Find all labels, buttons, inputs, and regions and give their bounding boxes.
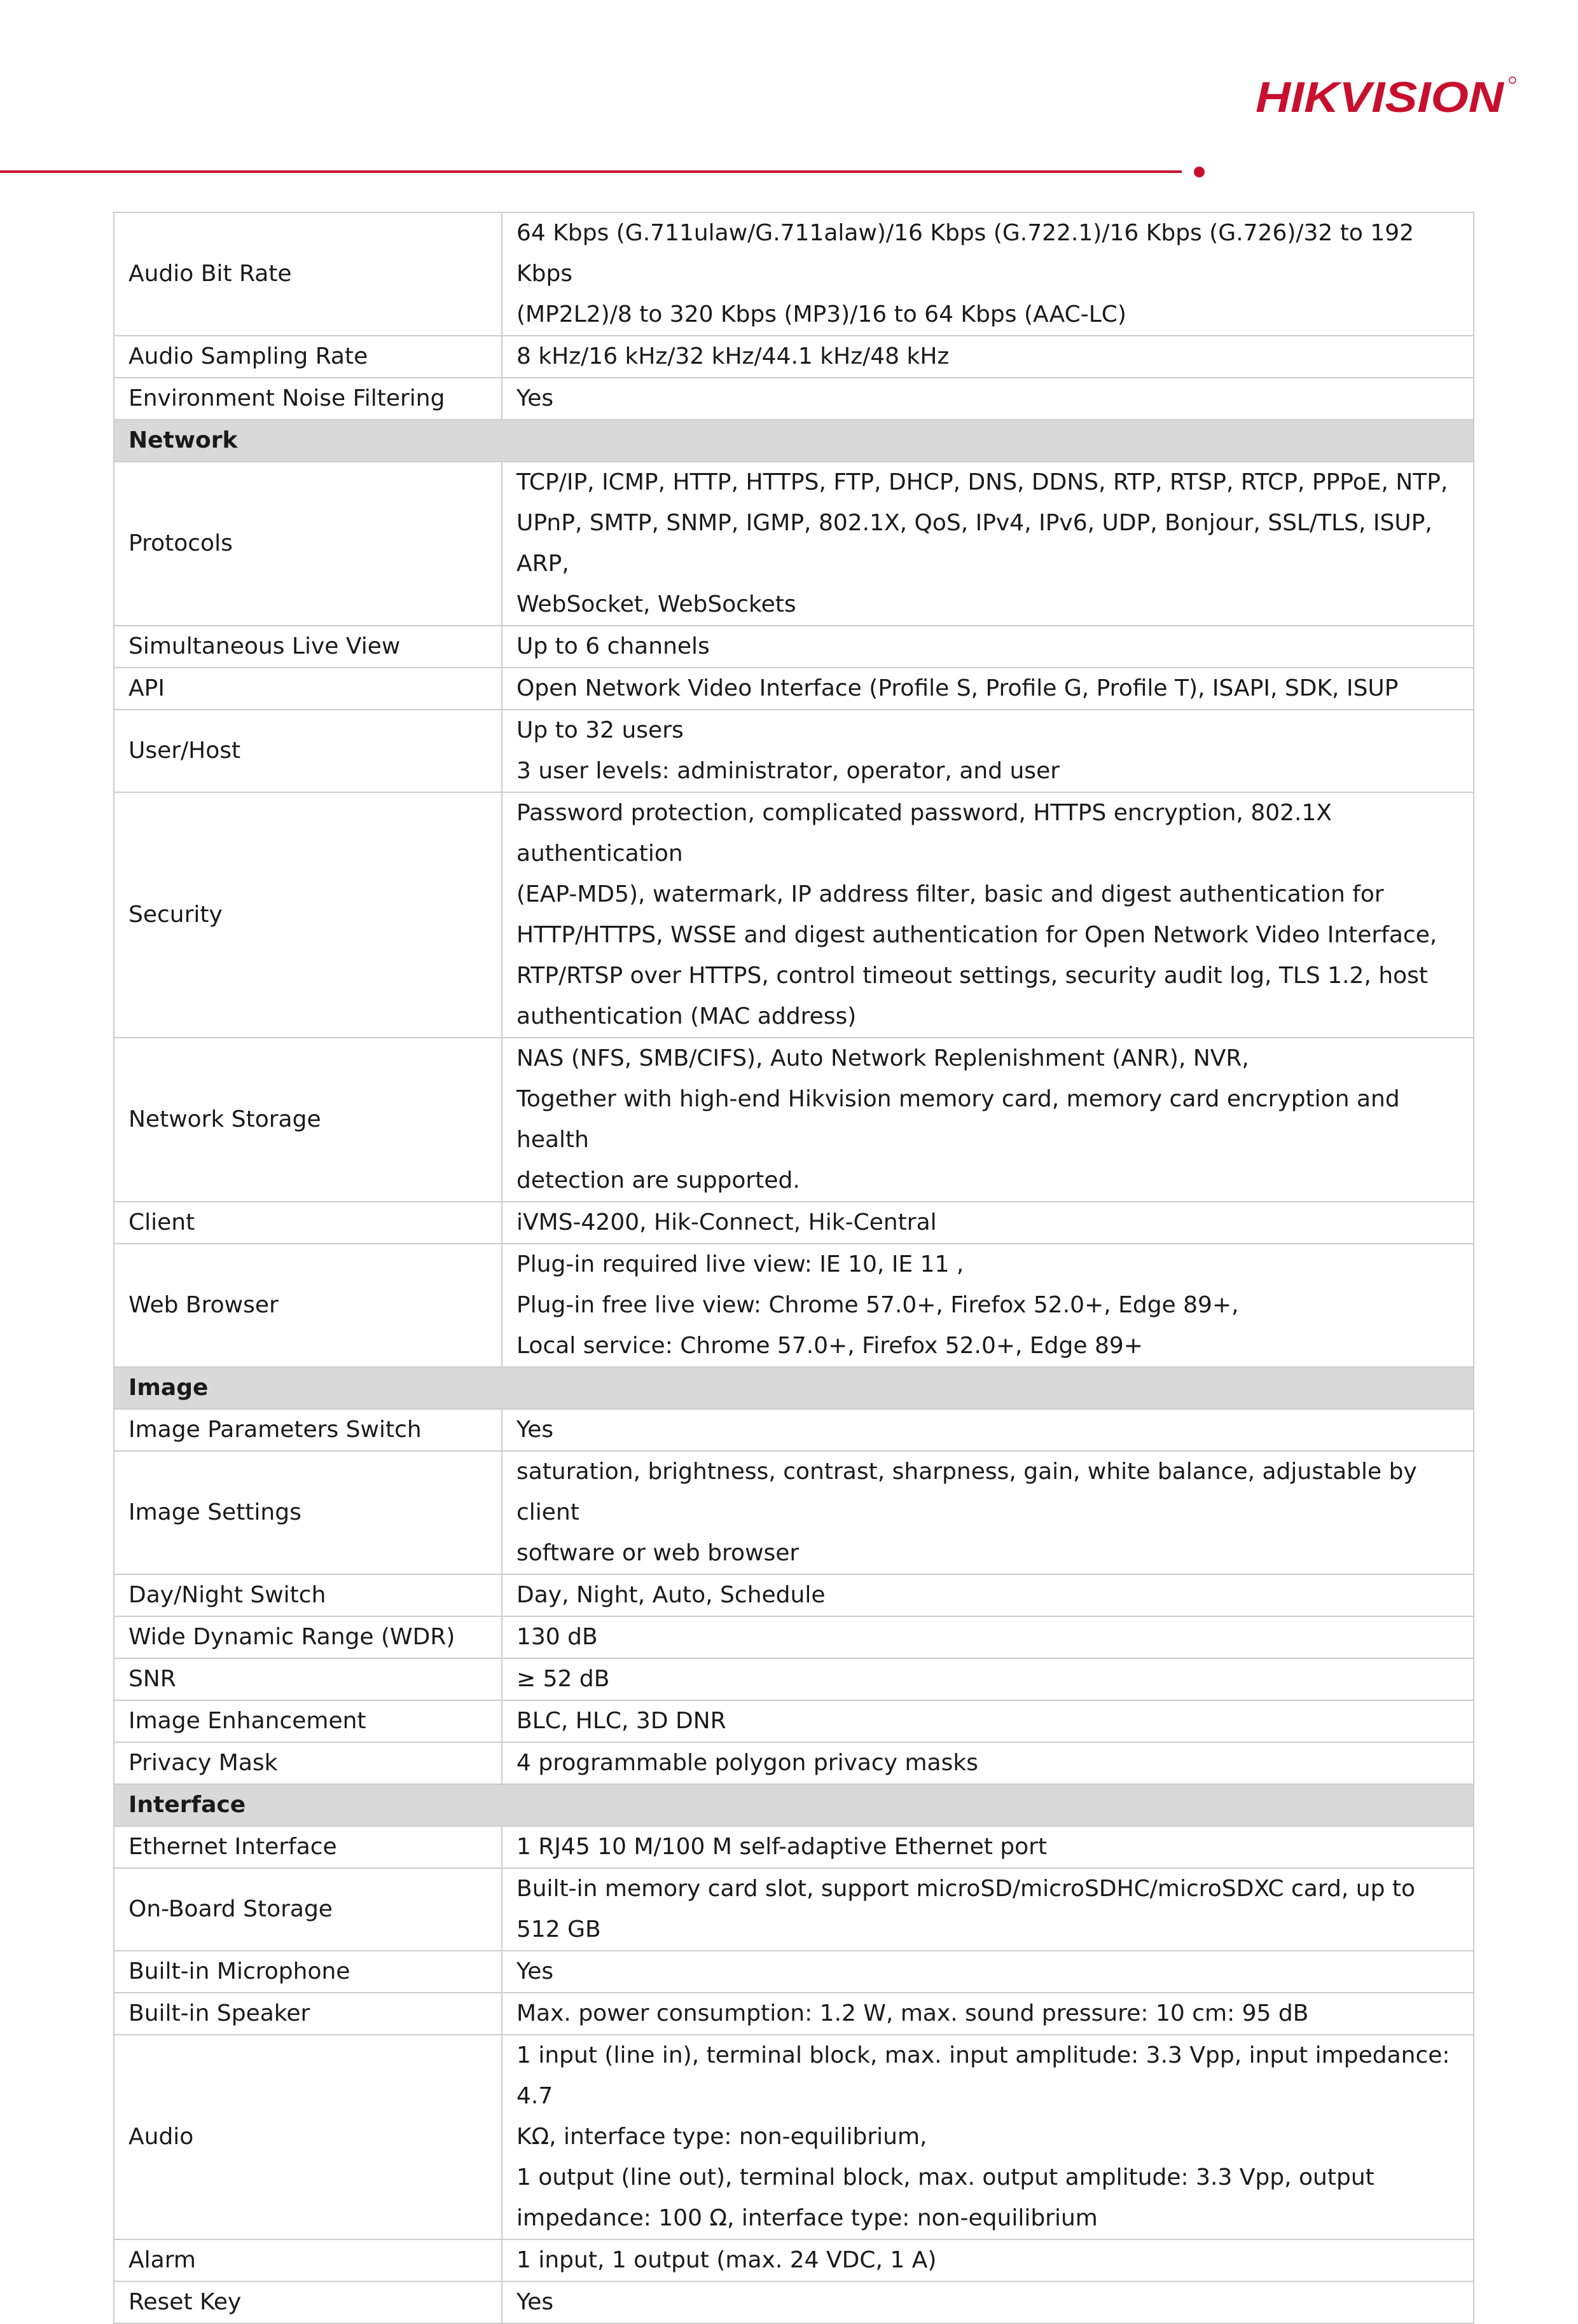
spec-value-line: detection are supported. [516, 1167, 800, 1193]
spec-value [502, 1451, 1474, 1574]
spec-value-line: 1 RJ45 10 M/100 M self-adaptive Ethernet port [516, 1834, 1048, 1860]
spec-value [502, 212, 1474, 336]
spec-value [502, 1574, 1474, 1616]
spec-value-line: Built-in memory card slot, support microSD/microSDHC/microSDXC card, up to 512 GB [516, 1876, 1416, 1942]
spec-label: SNR [114, 1658, 502, 1700]
spec-value-line: Day, Night, Auto, Schedule [516, 1582, 826, 1608]
spec-row [114, 710, 1474, 792]
spec-table-body [114, 212, 1474, 2323]
spec-value-line: BLC, HLC, 3D DNR [516, 1708, 726, 1734]
header-divider [0, 170, 1182, 173]
spec-row [114, 1951, 1474, 1993]
spec-value-line: 1 input (line in), terminal block, max. input amplitude: 3.3 Vpp, input impedance: 4.7 [516, 2042, 1450, 2109]
spec-value [502, 1616, 1474, 1658]
spec-label: Audio Bit Rate [114, 212, 502, 336]
spec-row [114, 378, 1474, 420]
spec-value [502, 1658, 1474, 1700]
spec-row [114, 1868, 1474, 1951]
spec-row [114, 1658, 1474, 1700]
logo-text: HIKVISION [1256, 73, 1505, 121]
spec-label: Security [114, 792, 502, 1038]
spec-value-line: Plug-in free live view: Chrome 57.0+, Firefox 52.0+, Edge 89+, [516, 1292, 1239, 1318]
spec-value [502, 1409, 1474, 1451]
section-header-row [114, 420, 1474, 462]
spec-row [114, 212, 1474, 336]
spec-label: API [114, 668, 502, 710]
spec-value-line: 1 output (line out), terminal block, max. output amplitude: 3.3 Vpp, output [516, 2164, 1374, 2190]
spec-value [502, 792, 1474, 1038]
spec-row [114, 1616, 1474, 1658]
spec-label: Client [114, 1202, 502, 1244]
spec-value-line: Plug-in required live view: IE 10, IE 11 , [516, 1251, 964, 1277]
spec-value-line: iVMS-4200, Hik-Connect, Hik-Central [516, 1209, 937, 1235]
spec-value [502, 1038, 1474, 1202]
spec-label: Protocols [114, 462, 502, 626]
spec-value [502, 1826, 1474, 1868]
spec-label: Wide Dynamic Range (WDR) [114, 1616, 502, 1658]
spec-label: Simultaneous Live View [114, 626, 502, 668]
spec-value-line: (EAP-MD5), watermark, IP address filter, basic and digest authentication for [516, 881, 1384, 907]
spec-value-line: Yes [516, 1417, 554, 1443]
spec-value-line: impedance: 100 Ω, interface type: non-equilibrium [516, 2205, 1098, 2231]
spec-value [502, 2035, 1474, 2239]
spec-label: Audio [114, 2035, 502, 2239]
spec-value-line: WebSocket, WebSockets [516, 591, 796, 617]
spec-value-line: Together with high-end Hikvision memory card, memory card encryption and health [516, 1086, 1400, 1153]
spec-label: Reset Key [114, 2281, 502, 2323]
spec-value-line: Password protection, complicated password, HTTPS encryption, 802.1X authentication [516, 800, 1332, 867]
spec-value [502, 668, 1474, 710]
spec-value-line: Max. power consumption: 1.2 W, max. sound pressure: 10 cm: 95 dB [516, 2000, 1309, 2026]
spec-label: Ethernet Interface [114, 1826, 502, 1868]
spec-table [113, 212, 1474, 2324]
spec-label: User/Host [114, 710, 502, 792]
spec-value-line: ≥ 52 dB [516, 1666, 610, 1692]
spec-row [114, 1700, 1474, 1742]
spec-value-line: 8 kHz/16 kHz/32 kHz/44.1 kHz/48 kHz [516, 343, 950, 369]
spec-value [502, 2239, 1474, 2281]
spec-label: Audio Sampling Rate [114, 336, 502, 378]
spec-value-line: HTTP/HTTPS, WSSE and digest authentication for Open Network Video Interface, [516, 922, 1437, 948]
spec-label: On-Board Storage [114, 1868, 502, 1951]
spec-row [114, 1451, 1474, 1574]
section-header: Interface [114, 1784, 1474, 1826]
spec-value [502, 378, 1474, 420]
spec-value [502, 626, 1474, 668]
spec-value-line: Up to 32 users [516, 717, 684, 743]
spec-value [502, 1951, 1474, 1993]
spec-row [114, 1409, 1474, 1451]
spec-label: Environment Noise Filtering [114, 378, 502, 420]
spec-value-line: software or web browser [516, 1540, 799, 1566]
spec-row [114, 668, 1474, 710]
spec-row [114, 2035, 1474, 2239]
spec-label: Alarm [114, 2239, 502, 2281]
spec-row [114, 336, 1474, 378]
spec-row [114, 1574, 1474, 1616]
spec-value [502, 1868, 1474, 1951]
spec-value-line: Yes [516, 385, 554, 411]
spec-value-line: Local service: Chrome 57.0+, Firefox 52.0+, Edge 89+ [516, 1333, 1143, 1359]
spec-row [114, 462, 1474, 626]
header-divider-dot [1194, 167, 1205, 177]
spec-row [114, 1826, 1474, 1868]
spec-label: Image Settings [114, 1451, 502, 1574]
spec-row [114, 1244, 1474, 1367]
spec-value-line: 4 programmable polygon privacy masks [516, 1750, 978, 1776]
spec-label: Network Storage [114, 1038, 502, 1202]
spec-label: Privacy Mask [114, 1742, 502, 1784]
spec-value-line: TCP/IP, ICMP, HTTP, HTTPS, FTP, DHCP, DNS, DDNS, RTP, RTSP, RTCP, PPPoE, NTP, [516, 469, 1448, 495]
spec-row [114, 792, 1474, 1038]
spec-value-line: 1 input, 1 output (max. 24 VDC, 1 A) [516, 2247, 937, 2273]
spec-label: Image Enhancement [114, 1700, 502, 1742]
section-header-row [114, 1784, 1474, 1826]
spec-value [502, 2281, 1474, 2323]
spec-value-line: Up to 6 channels [516, 633, 710, 659]
spec-label: Built-in Speaker [114, 1993, 502, 2035]
spec-value [502, 1700, 1474, 1742]
spec-label: Day/Night Switch [114, 1574, 502, 1616]
spec-value [502, 1993, 1474, 2035]
spec-value-line: authentication (MAC address) [516, 1003, 857, 1029]
spec-value-line: 64 Kbps (G.711ulaw/G.711alaw)/16 Kbps (G.722.1)/16 Kbps (G.726)/32 to 192 Kbps [516, 220, 1415, 287]
spec-value-line: 3 user levels: administrator, operator, and user [516, 758, 1060, 784]
spec-row [114, 2281, 1474, 2323]
spec-row [114, 2239, 1474, 2281]
spec-value [502, 1742, 1474, 1784]
spec-value-line: UPnP, SMTP, SNMP, IGMP, 802.1X, QoS, IPv4, IPv6, UDP, Bonjour, SSL/TLS, ISUP, ARP, [516, 510, 1432, 577]
section-header: Network [114, 420, 1474, 462]
spec-value-line: Yes [516, 1958, 554, 1984]
spec-value [502, 462, 1474, 626]
spec-value-line: RTP/RTSP over HTTPS, control timeout settings, security audit log, TLS 1.2, host [516, 963, 1429, 989]
spec-row [114, 1038, 1474, 1202]
spec-row [114, 1742, 1474, 1784]
spec-value-line: NAS (NFS, SMB/CIFS), Auto Network Replenishment (ANR), NVR, [516, 1045, 1249, 1071]
spec-row [114, 1993, 1474, 2035]
spec-row [114, 1202, 1474, 1244]
hikvision-logo [1253, 71, 1517, 122]
spec-value [502, 710, 1474, 792]
spec-value [502, 1244, 1474, 1367]
section-header: Image [114, 1367, 1474, 1409]
spec-value-line: 130 dB [516, 1624, 598, 1650]
spec-value [502, 336, 1474, 378]
spec-value-line: Open Network Video Interface (Profile S, Profile G, Profile T), ISAPI, SDK, ISUP [516, 675, 1399, 701]
spec-value-line: (MP2L2)/8 to 320 Kbps (MP3)/16 to 64 Kbps (AAC-LC) [516, 301, 1126, 327]
spec-value-line: Yes [516, 2289, 554, 2315]
spec-label: Web Browser [114, 1244, 502, 1367]
section-header-row [114, 1367, 1474, 1409]
spec-value [502, 1202, 1474, 1244]
spec-value-line: saturation, brightness, contrast, sharpness, gain, white balance, adjustable by client [516, 1459, 1417, 1525]
spec-value-line: KΩ, interface type: non-equilibrium, [516, 2124, 927, 2150]
spec-label: Image Parameters Switch [114, 1409, 502, 1451]
spec-label: Built-in Microphone [114, 1951, 502, 1993]
spec-row [114, 626, 1474, 668]
